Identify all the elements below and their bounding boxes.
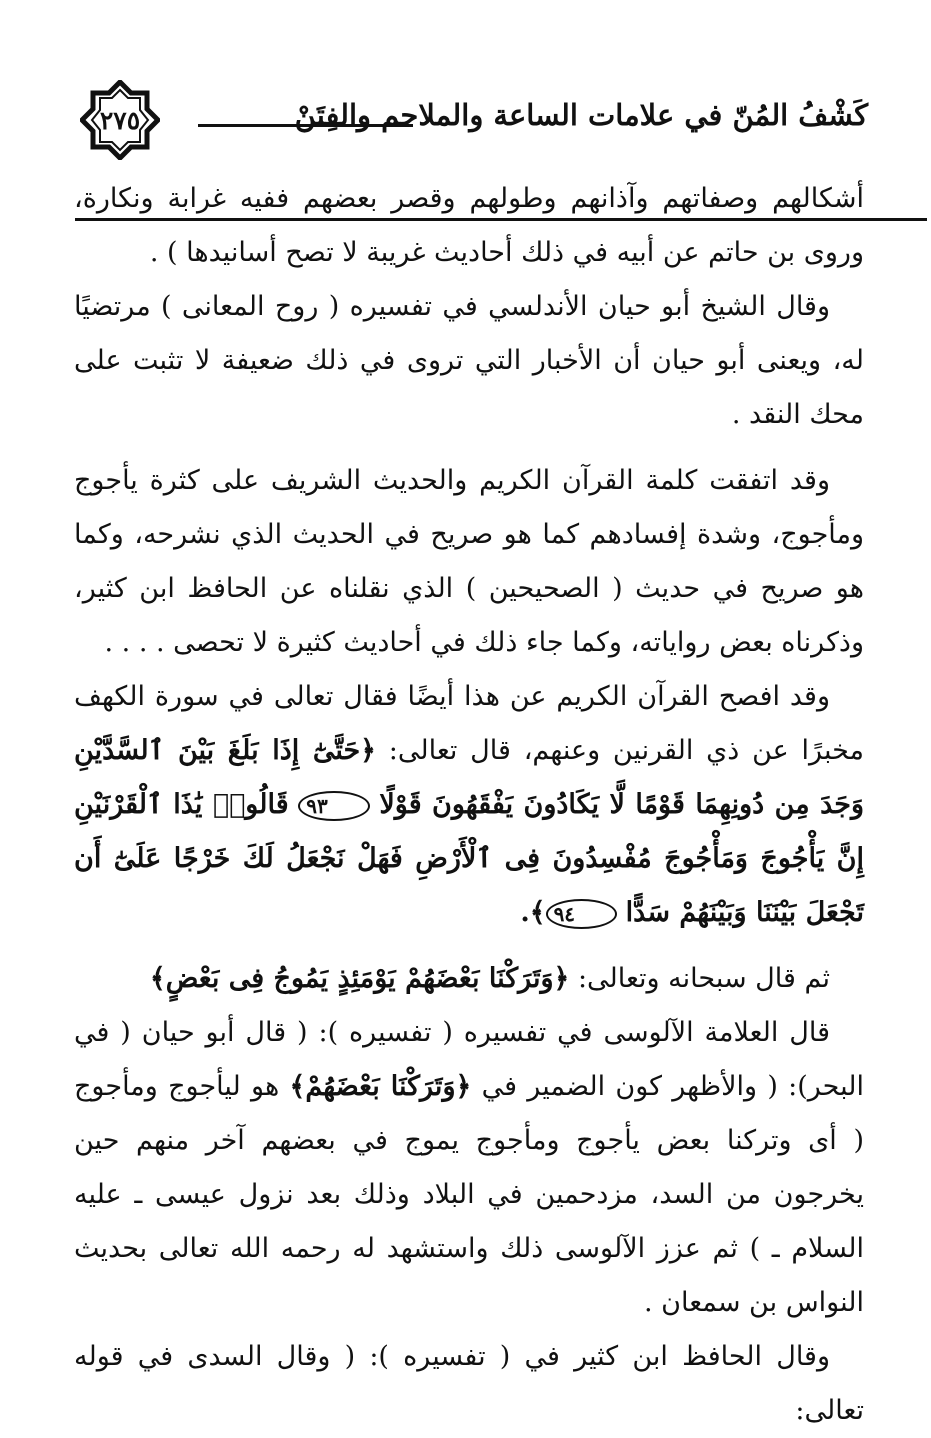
page-body: [74, 172, 864, 1426]
paragraph-5-intro: ثم قال سبحانه وتعالى:: [569, 963, 830, 994]
quran-verse-94: قَالُوا۟ يَٰذَا ٱلْقَرْنَيْنِ إِنَّ يَأْجُوجَ وَمَأْجُوجَ مُفْسِدُونَ فِى ٱلْأَرْضِ فَهَلْ نَجْعَلُ لَكَ خَرْجًا عَلَىٰٓ أَن تَجْعَلَ بَيْنَنَا وَبَيْنَهُمْ سَدًّا: [74, 789, 864, 928]
paragraph-6-part-1: قال العلامة الآلوسى في تفسيره ( تفسيره ): ( قال أبو حيان ( في البحر): ( والأظهر كون الضمير في: [74, 1017, 864, 1102]
ayah-number-94: ٩٤: [546, 899, 617, 929]
paragraph-4: [74, 670, 864, 940]
paragraph-6-part-2: هو ليأجوج ومأجوج ( أى وتركنا بعض يأجوج ومأجوج يموج في بعضهم آخر منهم حين يخرجون من السد، مزدحمين في البلاد وذلك بعد نزول عيسى ـ عليه السلام ـ ) ثم عزز الآلوسى ذلك واستشهد له رحمه الله تعالى بحديث النواس بن سمعان .: [74, 1071, 864, 1318]
paragraph-4-intro: وقد افصح القرآن الكريم عن هذا أيضًا فقال تعالى في سورة الكهف مخبرًا عن ذي القرنين وعنهم، قال تعالى:: [74, 681, 864, 766]
page-number: ٢٧٥: [99, 105, 141, 135]
paragraph-7: وقال الحافظ ابن كثير في ( تفسيره ): ( وقال السدى في قوله تعالى:: [74, 1341, 864, 1426]
paragraph-5: [74, 952, 864, 1006]
running-header: [60, 68, 868, 158]
quran-verse-close: ﴾.: [520, 897, 546, 928]
paragraph-3: وقد اتفقت كلمة القرآن الكريم والحديث الشريف على كثرة يأجوج ومأجوج، وشدة إفسادهم كما هو صريح في الحديث الذي نشرحه، وكما هو صريح في حديث ( الصحيحين ) الذي نقلناه عن الحافظ ابن كثير، وذكرناه بعض رواياته، وكما جاء ذلك في أحاديث كثيرة لا تحصى . . . .: [74, 465, 864, 658]
quran-verse-93: ﴿حَتَّىٰٓ إِذَا بَلَغَ بَيْنَ ٱلسَّدَّيْنِ وَجَدَ مِن دُونِهِمَا قَوْمًا لَّا يَكَادُونَ يَفْقَهُونَ قَوْلًا: [74, 735, 864, 820]
page-number-badge: [80, 80, 160, 160]
quran-verse-99: ﴿وَتَرَكْنَا بَعْضَهُمْ يَوْمَئِذٍ يَمُوجُ فِى بَعْضٍ﴾: [149, 963, 570, 994]
book-title: كَشْفُ المُنّ في علامات الساعة والملاحم والفِتَنْ: [294, 98, 868, 132]
paragraph-1: أشكالهم وصفاتهم وآذانهم وطولهم وقصر بعضهم ففيه غرابة ونكارة، وروى بن حاتم عن أبيه في ذلك أحاديث غريبة لا تصح أسانيدها ) .: [74, 183, 864, 268]
paragraph-6: [74, 1006, 864, 1330]
quran-verse-quote: ﴿وَتَرَكْنَا بَعْضَهُمْ﴾: [289, 1071, 472, 1102]
ayah-number-93: ٩٣: [298, 791, 369, 821]
paragraph-2: وقال الشيخ أبو حيان الأندلسي في تفسيره ( روح المعانى ) مرتضيًا له، ويعنى أبو حيان أن الأخبار التي تروى في ذلك ضعيفة لا تثبت على محك النقد .: [74, 291, 864, 430]
